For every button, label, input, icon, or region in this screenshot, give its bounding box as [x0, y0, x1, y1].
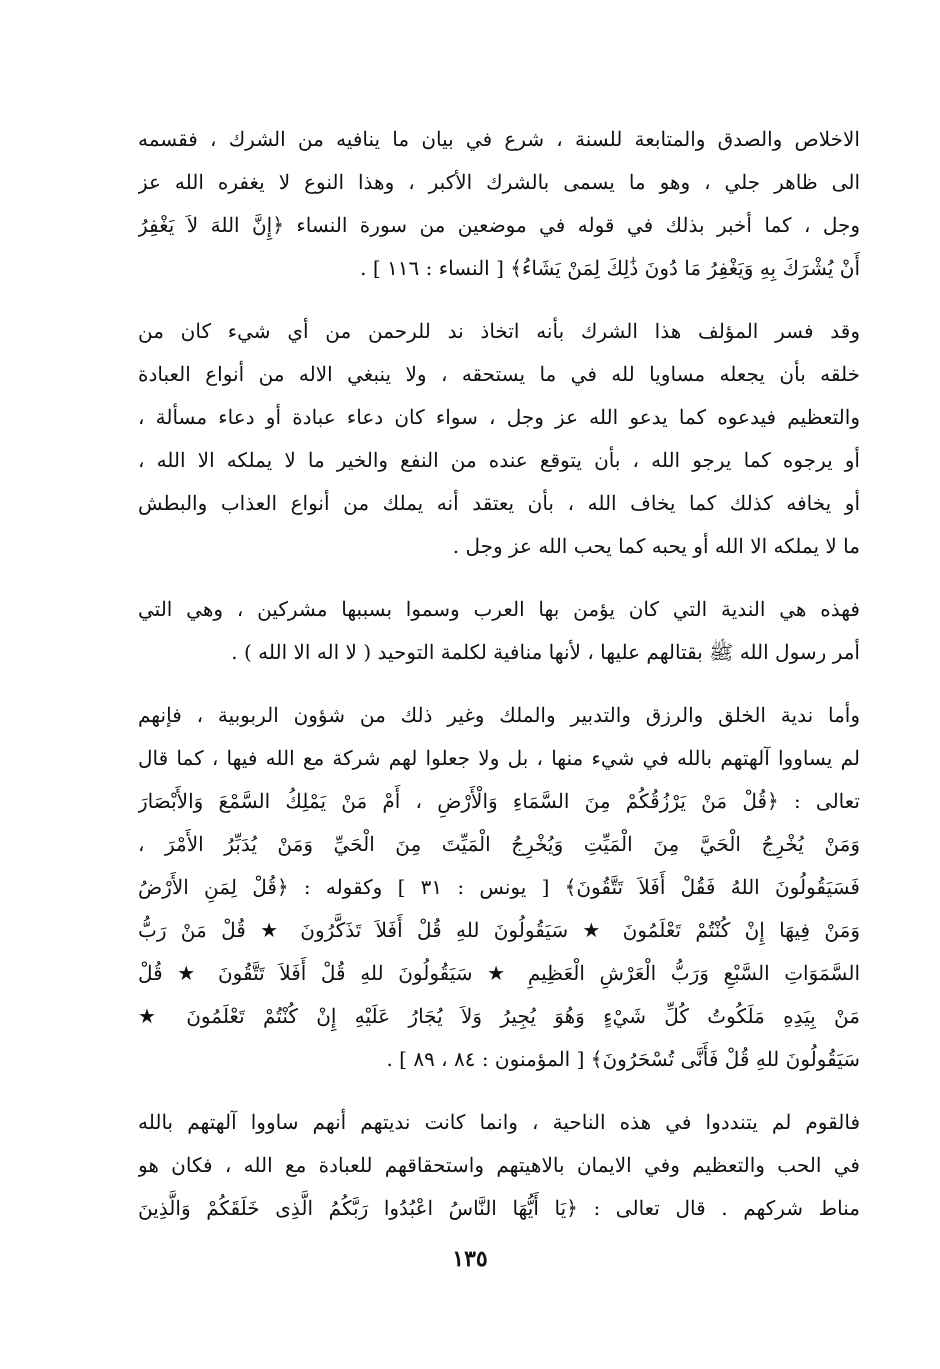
paragraph-shirk-definition — [138, 118, 860, 290]
paragraph-gap — [138, 290, 860, 310]
quran-verse-line: مَنْ بِيَدِهِ مَلَكُوتُ كُلِّ شَيْءٍ وَهُوَ يُجِيرُ وَلاَ يُجَارُ عَلَيْهِ إِنْ كُنْتُمْ تَعْلَمُونَ ★ — [138, 1004, 860, 1028]
paragraph-gap — [138, 568, 860, 588]
paragraph-people-equated — [138, 1101, 860, 1230]
text-line: أو يخافه كذلك كما يخاف الله ، بأن يعتقد أنه يملك من أنواع العذاب والبطش — [138, 491, 860, 515]
text-line: الاخلاص والصدق والمتابعة للسنة ، شرع في بيان ما ينافيه من الشرك ، فقسمه — [138, 127, 860, 151]
text-line: وقد فسر المؤلف هذا الشرك بأنه اتخاذ ند للرحمن من أي شيء كان من — [138, 319, 860, 343]
quran-verse-line: تعالى : ﴿قُلْ مَنْ يَرْزُقُكُمْ مِنَ السَّمَاءِ وَالْأَرْضِ ، أَمْ مَنْ يَمْلِكُ السَّمْعَ وَالأَبْصَارَ — [138, 789, 860, 813]
page-body — [138, 118, 860, 1230]
paragraph-gap — [138, 1081, 860, 1101]
page-number: ١٣٥ — [452, 1246, 488, 1272]
text-line: الى ظاهر جلي ، وهو ما يسمى بالشرك الأكبر ، وهذا النوع لا يغفره الله عز — [138, 170, 860, 194]
paragraph-rububiyyah — [138, 694, 860, 1081]
paragraph-arab-belief — [138, 588, 860, 674]
text-line: أَنْ يُشْرَكَ بِهِ وَيَغْفِرُ مَا دُونَ ذَٰلِكَ لِمَنْ يَشَاءُ﴾ [ النساء : ١١٦ ] . — [360, 256, 860, 280]
text-line: خلقه بأن يجعله مساويا لله في ما يستحقه ، ولا ينبغي الاله من أنواع العبادة — [138, 362, 860, 386]
text-line: لم يساووا آلهتهم بالله في شيء منها ، بل ولا جعلوا لهم شركة مع الله فيها ، كما قال — [138, 746, 860, 770]
text-line: في الحب والتعظيم وفي الايمان بالاهيتهم واستحقاقهم للعبادة مع الله ، فكان هو — [138, 1153, 860, 1177]
text-line: والتعظيم فيدعوه كما يدعو الله عز وجل ، سواء كان دعاء عبادة أو دعاء مسألة ، — [138, 405, 860, 429]
text-line: أو يرجوه كما يرجو الله ، بأن يتوقع عنده من النفع والخير ما لا يملكه الا الله ، — [138, 448, 860, 472]
text-line: أمر رسول الله ﷺ بقتالهم عليها ، لأنها منافية لكلمة التوحيد ( لا اله الا الله ) . — [231, 640, 860, 664]
quran-verse-line: وَمَنْ يُخْرِجُ الْحَيَّ مِنَ الْمَيِّتِ وَيُخْرِجُ الْمَيِّتَ مِنَ الْحَيِّ وَمَنْ يُدَبِّرُ الأَمْرَ ، — [138, 832, 860, 856]
text-line: ما لا يملكه الا الله أو يحبه كما يحب الله عز وجل . — [452, 534, 860, 558]
paragraph-gap — [138, 674, 860, 694]
quran-verse-line: سَيَقُولُونَ للهِ قُلْ فَأَنَّى تُسْحَرُونَ﴾ [ المؤمنون : ٨٤ ، ٨٩ ] . — [386, 1047, 860, 1071]
text-line: وجل ، كما أخبر بذلك في قوله في موضعين من سورة النساء ﴿إِنَّ اللهَ لاَ يَغْفِرُ — [138, 213, 860, 237]
text-line: وأما ندية الخلق والرزق والتدبير والملك وغير ذلك من شؤون الربوبية ، فإنهم — [138, 703, 860, 727]
quran-verse-line: فَسَيَقُولُونَ اللهُ فَقُلْ أَفَلاَ تَتَّقُونَ﴾ [ يونس : ٣١ ] وكقوله : ﴿قُلْ لِمَنِ الأَرْضُ — [138, 875, 860, 899]
paragraph-author-explanation — [138, 310, 860, 568]
quran-verse-line: السَّمَوَاتِ السَّبْعِ وَرَبُّ الْعَرْشِ الْعَظِيمِ ★ سَيَقُولُونَ للهِ قُلْ أَفَلاَ تَتَّقُونَ ★ قُلْ — [138, 961, 860, 985]
text-line: مناط شركهم . قال تعالى : ﴿يَا أَيُّهَا النَّاسُ اعْبُدُوا رَبَّكُمُ الَّذِى خَلَقَكُمْ وَالَّذِينَ — [138, 1196, 860, 1220]
quran-verse-line: وَمَنْ فِيهَا إِنْ كُنْتُمْ تَعْلَمُونَ ★ سَيَقُولُونَ للهِ قُلْ أَفَلاَ تَذَكَّرُونَ ★ قُلْ مَنْ رَبُّ — [138, 918, 860, 942]
text-line: فهذه هي الندية التي كان يؤمن بها العرب وسموا بسببها مشركين ، وهي التي — [138, 597, 860, 621]
text-line: فالقوم لم يتنددوا في هذه الناحية ، وانما كانت نديتهم أنهم ساووا آلهتهم بالله — [138, 1110, 860, 1134]
